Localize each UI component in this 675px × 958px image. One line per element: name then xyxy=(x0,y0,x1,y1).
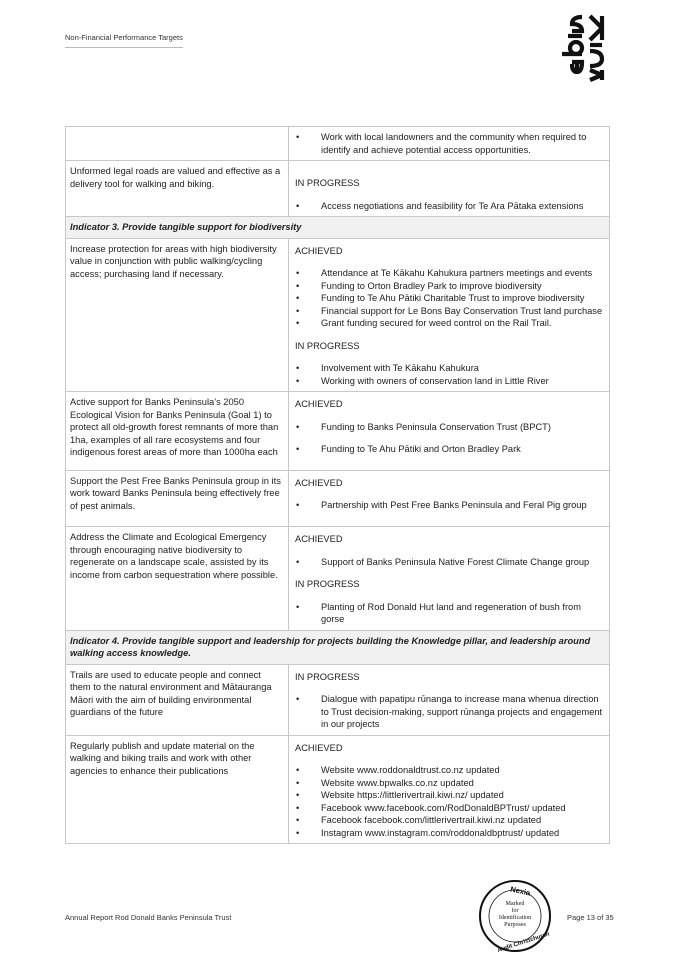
status-label: IN PROGRESS xyxy=(295,579,360,589)
status-label: ACHIEVED xyxy=(295,477,343,488)
target-cell: Unformed legal roads are valued and effective as a delivery tool for walking and biking. xyxy=(66,161,289,217)
table-row xyxy=(66,127,610,161)
result-bullet: • Funding to Banks Peninsula Conservation Trust (BPCT) xyxy=(295,421,604,434)
audit-identification-stamp xyxy=(478,879,552,958)
indicator-row xyxy=(66,217,610,239)
target-cell: Address the Climate and Ecological Emergency through encouraging native biodiversity to regenerate on a landscape scale, assisted by its income from carbon sequestration where possible. xyxy=(66,527,289,631)
header-title: Non-Financial Performance Targets xyxy=(65,33,183,42)
target-cell xyxy=(66,127,289,161)
status-label: ACHIEVED xyxy=(295,399,343,409)
result-bullet: • Involvement with Te Kākahu Kahukura xyxy=(295,362,604,375)
result-bullet: • Website https://littlerivertrail.kiwi.nz/ updated xyxy=(295,789,604,802)
result-bullet: • Instagram www.instagram.com/roddonaldbptrust/ updated xyxy=(295,827,604,840)
result-bullet: • Partnership with Pest Free Banks Peninsula and Feral Pig group xyxy=(295,499,604,512)
header-divider xyxy=(65,47,183,48)
table-row xyxy=(66,735,610,844)
result-bullet: • Facebook www.facebook.com/RodDonaldBPTrust/ updated xyxy=(295,802,604,815)
result-cell xyxy=(289,392,610,471)
performance-targets-table xyxy=(65,126,610,844)
target-cell: Support the Pest Free Banks Peninsula group in its work toward Banks Peninsula being effectively free of pest animals. xyxy=(66,470,289,527)
target-cell: Increase protection for areas with high biodiversity value in conjunction with public walking/cycling access; purchasing land if necessary. xyxy=(66,238,289,392)
table-row xyxy=(66,470,610,527)
result-cell xyxy=(289,470,610,527)
svg-text:for: for xyxy=(511,908,519,914)
status-label: ACHIEVED xyxy=(295,742,343,753)
table-row xyxy=(66,392,610,471)
indicator-row xyxy=(66,630,610,664)
result-cell xyxy=(289,735,610,844)
result-bullet: • Facebook facebook.com/littlerivertrail.kiwi.nz updated xyxy=(295,814,604,827)
result-bullet: • Funding to Orton Bradley Park to improve biodiversity xyxy=(295,280,604,293)
result-bullet: • Website www.bpwalks.co.nz updated xyxy=(295,777,604,790)
svg-text:Audit Christchurch: Audit Christchurch xyxy=(496,931,551,953)
result-cell xyxy=(289,161,610,217)
result-cell xyxy=(289,238,610,392)
status-label: ACHIEVED xyxy=(295,534,343,544)
result-bullet: • Planting of Rod Donald Hut land and regeneration of bush from gorse xyxy=(295,601,604,626)
table-row xyxy=(66,161,610,217)
target-cell: Active support for Banks Peninsula’s 2050 Ecological Vision for Banks Peninsula (Goal 1) to protect all old-growth forest remnants of more than 1ha, examples of all rare ecosystems and four indigenous forest areas of more than 1000ha each xyxy=(66,392,289,471)
result-bullet: • Funding to Te Ahu Pātiki and Orton Bradley Park xyxy=(295,443,604,456)
result-cell xyxy=(289,527,610,631)
svg-text:Identification: Identification xyxy=(498,915,532,921)
target-cell: Regularly publish and update material on the walking and biking trails and work with other agencies to enhance their publications xyxy=(66,735,289,844)
result-bullet: • Funding to Te Ahu Pātiki Charitable Trust to improve biodiversity xyxy=(295,292,604,305)
status-label: IN PROGRESS xyxy=(295,178,360,188)
indicator-heading: Indicator 3. Provide tangible support for biodiversity xyxy=(66,217,610,239)
status-label: IN PROGRESS xyxy=(295,340,360,351)
status-label: ACHIEVED xyxy=(295,245,343,256)
result-bullet: • Financial support for Le Bons Bay Conservation Trust land purchase xyxy=(295,305,604,318)
result-bullet: • Website www.roddonaldtrust.co.nz updated xyxy=(295,764,604,777)
result-cell xyxy=(289,127,610,161)
result-bullet: • Attendance at Te Kākahu Kahukura partners meetings and events xyxy=(295,267,604,280)
table-row xyxy=(66,238,610,392)
kick-side-logo xyxy=(558,14,608,87)
svg-text:Marked: Marked xyxy=(505,901,525,907)
result-bullet: • Access negotiations and feasibility for Te Ara Pātaka extensions xyxy=(295,200,604,213)
status-label: IN PROGRESS xyxy=(295,671,360,682)
result-bullet: • Working with owners of conservation land in Little River xyxy=(295,375,604,388)
table-row xyxy=(66,664,610,735)
result-bullet: • Work with local landowners and the community when required to identify and achieve potential access opportunities. xyxy=(295,131,604,156)
result-bullet: • Grant funding secured for weed control on the Rail Trail. xyxy=(295,317,604,330)
result-cell xyxy=(289,664,610,735)
indicator-heading: Indicator 4. Provide tangible support and leadership for projects building the Knowledge pillar, and leadership around walking access knowledge. xyxy=(66,630,610,664)
footer-report-title: Annual Report Rod Donald Banks Peninsula Trust xyxy=(65,913,232,922)
table-row xyxy=(66,527,610,631)
svg-text:Purposes: Purposes xyxy=(504,922,526,928)
result-bullet: • Dialogue with papatipu rūnanga to increase mana whenua direction to Trust decision-making, support rūnanga projects and engagement in our projects xyxy=(295,693,604,731)
svg-text:Nexia: Nexia xyxy=(509,884,532,898)
result-bullet: • Support of Banks Peninsula Native Forest Climate Change group xyxy=(295,556,604,569)
target-cell: Trails are used to educate people and connect them to the natural environment and Mātauranga Māori with the aim of building environmental guardians of the future xyxy=(66,664,289,735)
footer-page-number: Page 13 of 35 xyxy=(567,913,614,922)
